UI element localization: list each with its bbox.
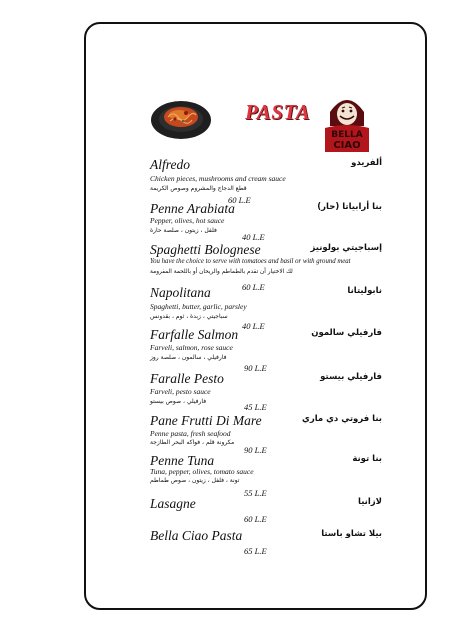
item-name-arabic: لازانيا: [358, 497, 382, 507]
item-name-arabic: فارفيلي بيستو: [320, 372, 382, 382]
item-name: Penne Tuna: [150, 453, 215, 468]
item-price: 90 L.E: [244, 445, 267, 455]
item-description: Spaghetti, butter, garlic, parsley: [150, 302, 247, 311]
item-price: 40 L.E: [242, 321, 265, 331]
item-price: 45 L.E: [244, 402, 267, 412]
item-price: 65 L.E: [244, 546, 267, 556]
logo-text-ciao: CIAO: [333, 140, 361, 151]
bella-ciao-logo: [322, 92, 372, 154]
item-name-arabic: بيلا تشاو باستا: [321, 529, 382, 539]
item-price: 60 L.E: [244, 514, 267, 524]
item-name-arabic: إسباجيتي بولونيز: [310, 243, 382, 253]
item-name-arabic: ألفريدو: [351, 158, 382, 168]
item-name: Bella Ciao Pasta: [150, 528, 243, 543]
item-price: 40 L.E: [242, 232, 265, 242]
item-price: 60 L.E: [242, 282, 265, 292]
item-description-arabic: فارفيلي ، سالمون ، صلصة روز: [150, 354, 227, 361]
item-name: Faralle Pesto: [150, 371, 224, 386]
logo-text-bella: BELLA: [331, 130, 363, 140]
item-description-arabic: لك الاختيار أن تقدم بالطماطم والريحان أو باللحمة المفرومة: [150, 269, 293, 275]
item-description: Tuna, pepper, olives, tomato sauce: [150, 467, 254, 476]
item-name-arabic: بنا تونة: [352, 454, 382, 464]
item-description: Farveli, pesto sauce: [150, 387, 211, 396]
item-name: Farfalle Salmon: [150, 327, 239, 342]
item-name-arabic: بنا فروتي دي ماري: [302, 414, 382, 424]
item-name-arabic: فارفيلي سالمون: [311, 328, 382, 338]
item-price: 60 L.E: [228, 195, 251, 205]
item-description: You have the choice to serve with tomatoes and basil or with ground meat: [150, 258, 351, 265]
item-description-arabic: تونة ، فلفل ، زيتون ، صوص طماطم: [150, 477, 240, 484]
pasta-plate-icon: [150, 96, 212, 140]
item-description: Penne pasta, fresh seafood: [150, 429, 231, 438]
item-description-arabic: قطع الدجاج والمشروم وصوص الكريمة: [150, 185, 247, 192]
item-name: Alfredo: [150, 157, 190, 172]
item-name: Pane Frutti Di Mare: [150, 413, 262, 428]
item-name: Penne Arabiata: [150, 201, 235, 216]
item-description-arabic: مكرونة قلم ، فواكه البحر الطازجة: [150, 439, 235, 446]
item-name-arabic: نابوليتانا: [347, 286, 382, 296]
menu-header: [150, 92, 370, 154]
item-price: 90 L.E: [244, 363, 267, 373]
item-price: 55 L.E: [244, 488, 267, 498]
item-description: Chicken pieces, mushrooms and cream sauce: [150, 174, 286, 183]
item-description: Farveli, salmon, rose sauce: [150, 343, 233, 352]
item-name: Napolitana: [150, 285, 211, 300]
section-title: PASTA: [245, 100, 311, 124]
item-description-arabic: فارفيلي ، صوص بيستو: [150, 398, 207, 405]
item-description-arabic: فلفل ، زيتون ، صلصة حارة: [150, 227, 217, 234]
item-name: Spaghetti Bolognese: [150, 242, 261, 257]
item-description-arabic: سباجيتي ، زبدة ، ثوم ، بقدونس: [150, 313, 228, 320]
item-name: Lasagne: [150, 496, 196, 511]
item-name-arabic: بنا أرابياتا (حار): [317, 202, 382, 212]
item-description: Pepper, olives, hot sauce: [150, 216, 225, 225]
